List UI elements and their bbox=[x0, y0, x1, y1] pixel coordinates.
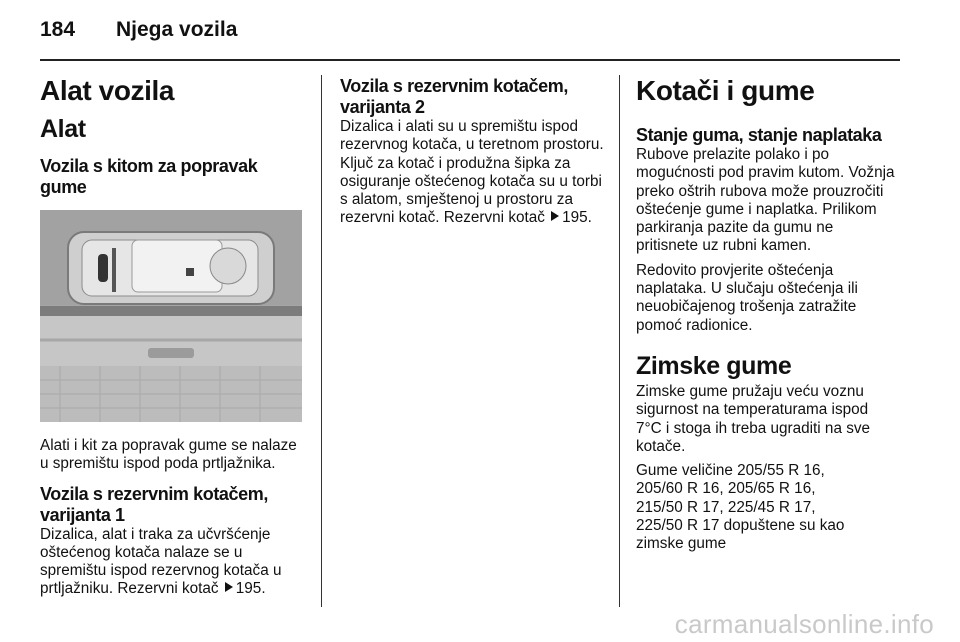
page-number: 184 bbox=[40, 18, 76, 41]
page-reference-link[interactable]: 195. bbox=[235, 580, 266, 598]
column-left bbox=[40, 72, 304, 599]
photo-caption: Alati i kit za popravak gume se nalaze u spremištu ispod poda prtljažnika. bbox=[40, 437, 297, 473]
winter-tires-sizes: Gume veličine 205/55 R 16, 205/60 R 16, 205/65 R 16, 215/50 R 17, 225/45 R 17, 225/50 R 17 dopuštene su kao zimske gume bbox=[636, 462, 845, 553]
spare-wheel-heading-1: Vozila s rezervnim kotačem, varijanta 1 bbox=[40, 483, 268, 525]
column-right bbox=[636, 72, 898, 554]
section-title: Alat vozila bbox=[40, 75, 175, 106]
trunk-photo bbox=[40, 210, 302, 422]
tire-inspection-text: Redovito provjerite oštećenja naplataka. U slučaju oštećenja ili neuobičajenog trošenja zatražite pomoć radionice. bbox=[636, 261, 858, 334]
spare-wheel-text-1: Dizalica, alat i traka za učvršćenje oštećenog kotača nalaze se u spremištu ispod rezervnog kotača u prtljažniku. Rezervni kotač 195. bbox=[40, 525, 282, 598]
reference-arrow-icon bbox=[225, 582, 233, 592]
section-title: Kotači i gume bbox=[636, 75, 815, 106]
winter-tires-text: Zimske gume pružaju veću voznu sigurnost na temperaturama ispod 7°C i stoga ih treba ugraditi na sve kotače. bbox=[636, 382, 871, 455]
winter-tires-heading: Zimske gume bbox=[636, 351, 792, 380]
spare-wheel-text-2: Dizalica i alati su u spremištu ispod rezervnog kotača, u teretnom prostoru. Ključ za kotač i produžna šipka za osiguranje oštećenog kotača su u torbi s alatom, smještenoj u prostoru za rezervni kotač. Rezervni kotač 195. bbox=[340, 118, 604, 227]
column-divider-right bbox=[619, 75, 620, 607]
watermark: carmanualsonline.info bbox=[674, 609, 934, 639]
tire-condition-heading: Stanje guma, stanje naplataka bbox=[636, 125, 882, 145]
header-rule bbox=[40, 59, 900, 61]
column-divider-left bbox=[321, 75, 322, 607]
page-reference-link[interactable]: 195. bbox=[562, 209, 592, 227]
column-middle bbox=[340, 72, 605, 228]
trunk-photo-illustration bbox=[40, 210, 302, 422]
tire-condition-text: Rubove prelazite polako i po mogućnosti pod pravim kutom. Vožnja preko oštrih rubova može prouzročiti oštećenje gume i naplatka. Prilikom parkiranja pazite da gumu ne pritisnete uz rubni kamen. bbox=[636, 146, 895, 255]
section-subtitle: Alat bbox=[40, 115, 86, 143]
kit-heading: Vozila s kitom za popravak gume bbox=[40, 156, 258, 197]
chapter-title: Njega vozila bbox=[116, 18, 238, 41]
reference-arrow-icon bbox=[551, 211, 559, 221]
spare-wheel-heading-2: Vozila s rezervnim kotačem, varijanta 2 bbox=[340, 76, 568, 117]
